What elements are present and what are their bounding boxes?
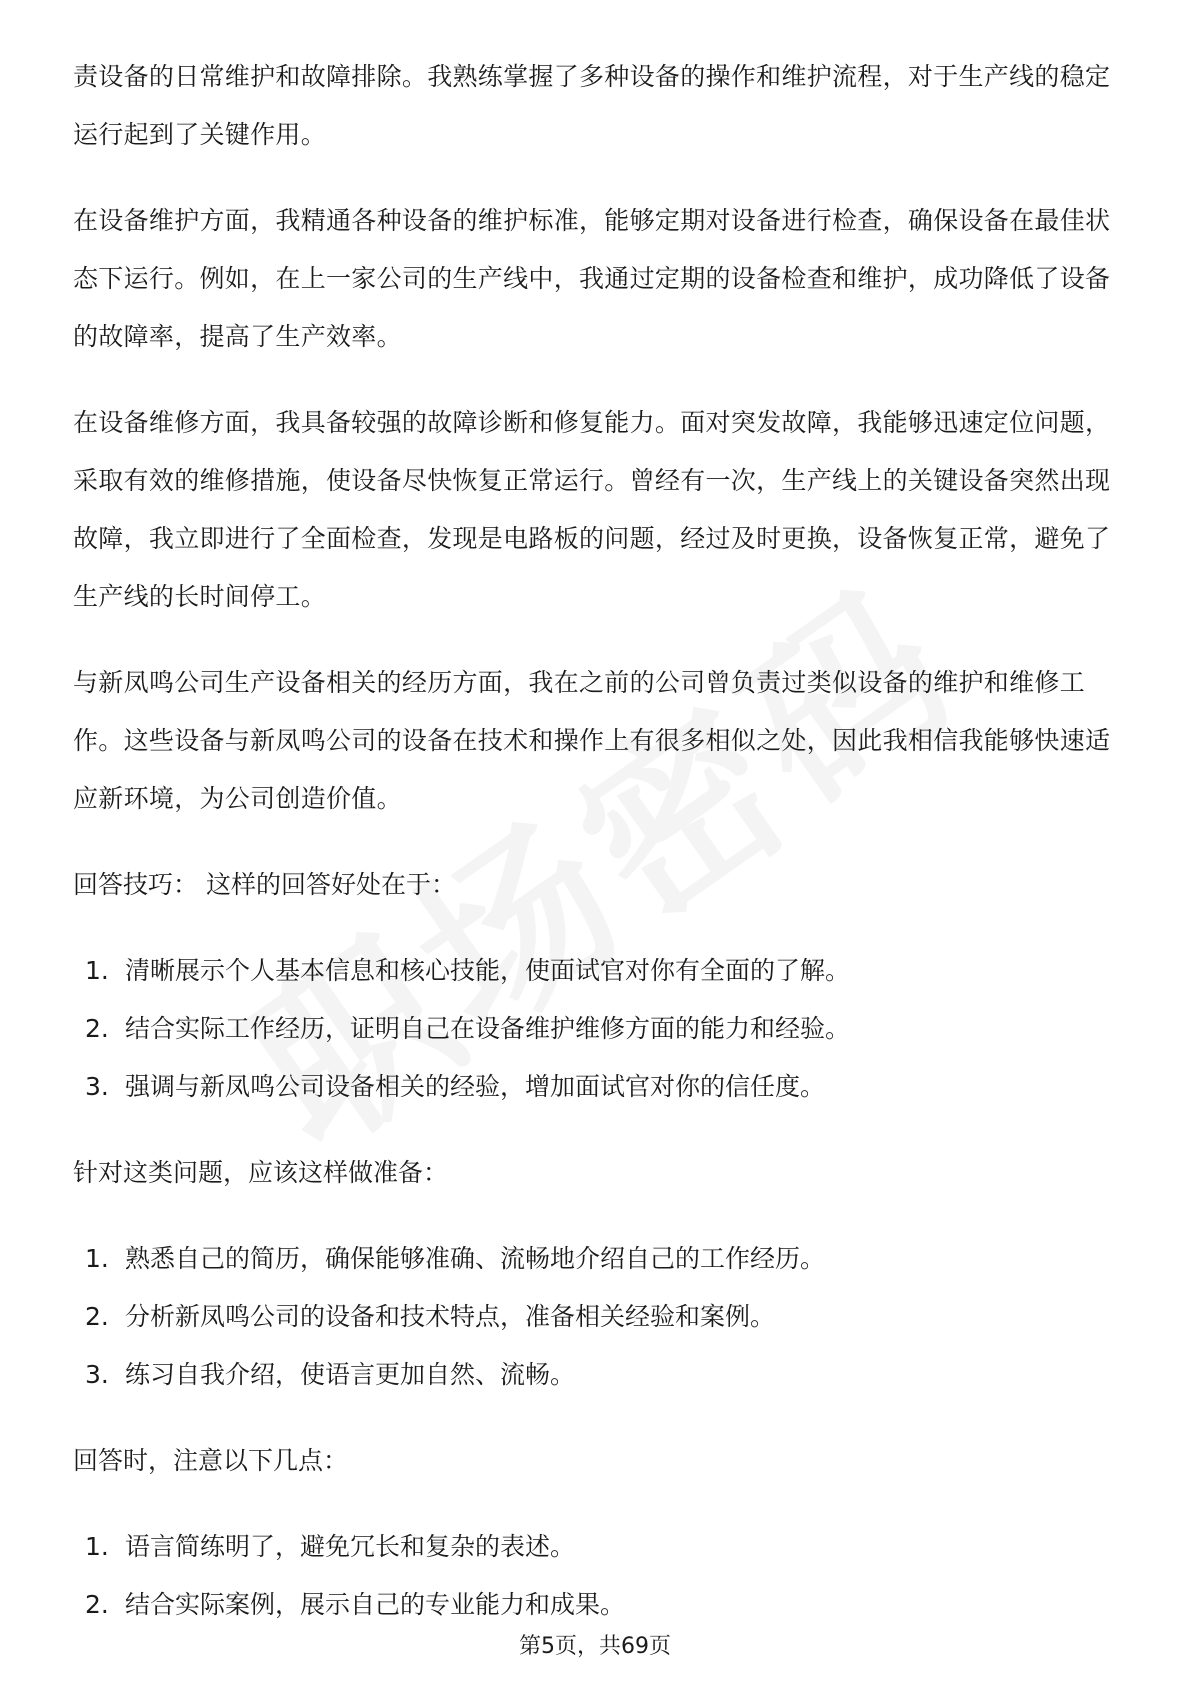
paragraph: 责设备的日常维护和故障排除。我熟练掌握了多种设备的操作和维护流程，对于生产线的稳定运行起到了关键作用。 [73,62,1111,149]
list-number: 1. [85,956,109,985]
list-item-text: 熟悉自己的简历，确保能够准确、流畅地介绍自己的工作经历。 [125,1244,826,1273]
list-item [73,1288,1113,1346]
numbered-list [73,1518,1113,1634]
paragraph: 在设备维修方面，我具备较强的故障诊断和修复能力。面对突发故障，我能够迅速定位问题，采取有效的维修措施，使设备尽快恢复正常运行。曾经有一次，生产线上的关键设备突然出现故障，我立即进行了全面检查，发现是电路板的问题，经过及时更换，设备恢复正常，避免了生产线的长时间停工。 [73,408,1111,611]
section-heading: 回答时，注意以下几点： [73,1446,349,1475]
list-item [73,1000,1113,1058]
list-number: 2. [85,1302,109,1331]
list-item [73,1576,1113,1634]
list-item [73,1518,1113,1576]
list-number: 2. [85,1014,109,1043]
document-body [73,48,1113,1662]
numbered-list [73,942,1113,1116]
list-item [73,1230,1113,1288]
list-number: 1. [85,1244,109,1273]
list-item-text: 结合实际案例，展示自己的专业能力和成果。 [125,1590,626,1619]
section-heading: 回答技巧： 这样的回答好处在于： [73,870,456,899]
list-number: 2. [85,1590,109,1619]
list-item-text: 强调与新凤鸣公司设备相关的经验，增加面试官对你的信任度。 [125,1072,826,1101]
paragraph: 在设备维护方面，我精通各种设备的维护标准，能够定期对设备进行检查，确保设备在最佳状态下运行。例如，在上一家公司的生产线中，我通过定期的设备检查和维护，成功降低了设备的故障率，提高了生产效率。 [73,206,1111,351]
paragraph: 与新凤鸣公司生产设备相关的经历方面，我在之前的公司曾负责过类似设备的维护和维修工作。这些设备与新凤鸣公司的设备在技术和操作上有很多相似之处，因此我相信我能够快速适应新环境，为公司创造价值。 [73,668,1111,813]
list-item [73,1058,1113,1116]
list-number: 3. [85,1072,109,1101]
list-number: 3. [85,1360,109,1389]
list-item [73,1346,1113,1404]
list-item-text: 结合实际工作经历，证明自己在设备维护维修方面的能力和经验。 [125,1014,851,1043]
list-item [73,942,1113,1000]
page-number: 第5页，共69页 [519,1634,671,1659]
numbered-list [73,1230,1113,1404]
list-number: 1. [85,1532,109,1561]
list-item-text: 语言简练明了，避免冗长和复杂的表述。 [125,1532,576,1561]
list-item-text: 练习自我介绍，使语言更加自然、流畅。 [125,1360,576,1389]
list-item-text: 分析新凤鸣公司的设备和技术特点，准备相关经验和案例。 [125,1302,776,1331]
list-item-text: 清晰展示个人基本信息和核心技能，使面试官对你有全面的了解。 [125,956,851,985]
section-heading: 针对这类问题，应该这样做准备： [73,1158,449,1187]
